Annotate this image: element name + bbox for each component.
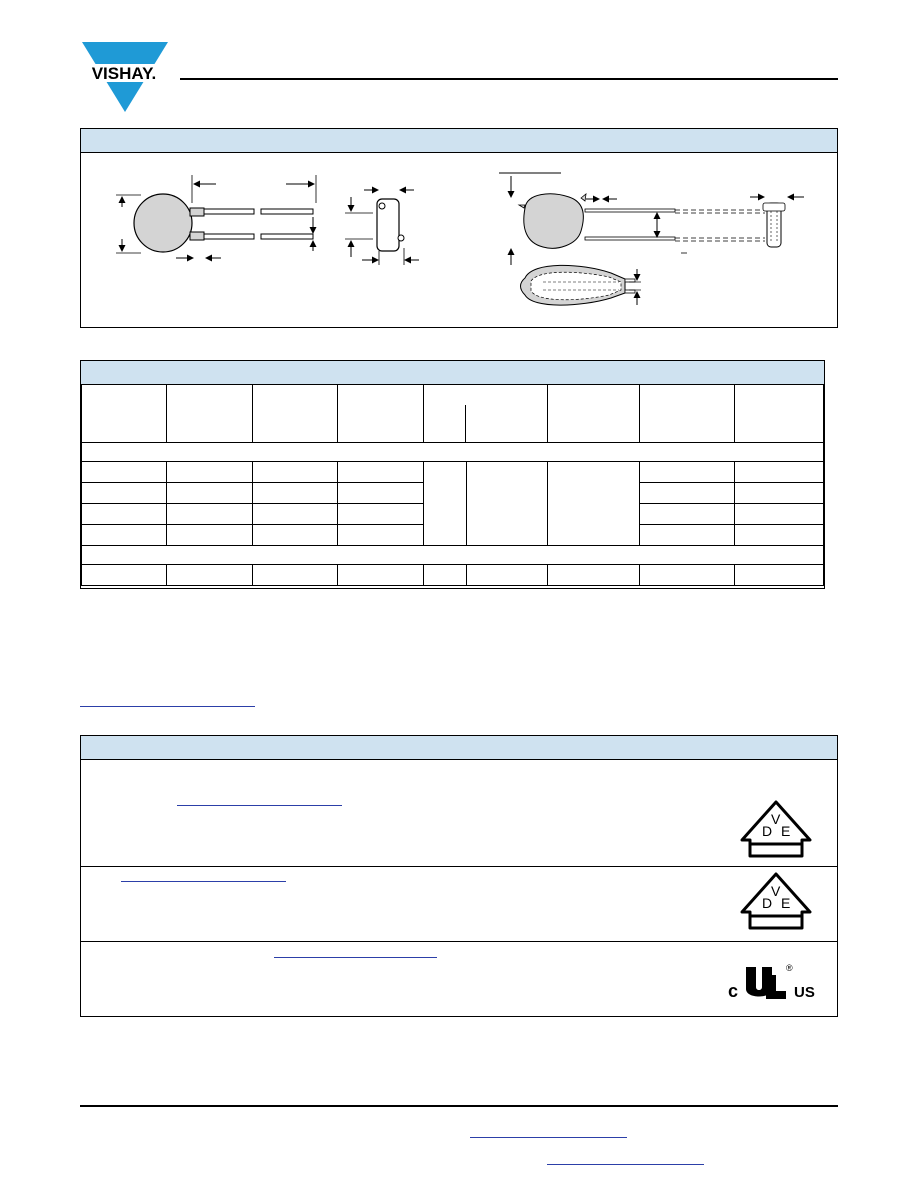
approvals-section [80,735,838,1017]
table-header-row [82,385,824,443]
approval-link[interactable] [274,957,437,958]
vde-letter-v: V [771,883,781,899]
vde-letter-d: D [762,823,773,839]
ratings-table [81,384,824,586]
table-row [82,565,824,586]
header-rule [180,78,838,80]
header-cell [547,385,640,443]
vde-letter-e: E [781,895,791,911]
header-cell [166,385,252,443]
ratings-table-section [80,360,825,589]
ratings-table-header-bar [81,361,824,385]
vde-mark-icon [738,872,814,930]
ul-prefix: c [728,981,739,1001]
dimensions-section-header [81,129,837,153]
vde-mark-icon [738,800,814,858]
vde-letter-e: E [781,823,791,839]
header-cell [82,385,167,443]
vde-letter-v: V [771,811,781,827]
front-view-drawing [116,175,316,258]
document-link[interactable] [80,706,255,707]
footer-link[interactable] [470,1137,627,1138]
elongated-body-drawing [521,265,642,305]
header-cell [466,385,547,443]
footer-link[interactable] [547,1164,704,1165]
vde-letter-d: D [762,895,773,911]
vishay-logo [78,40,170,114]
table-group-row [82,546,824,565]
dimension-drawing [81,153,837,327]
logo-text: VISHAY. [91,64,157,83]
approval-row-vde-1 [81,760,837,867]
cul-us-mark-icon [726,961,826,1001]
ul-registered: ® [786,963,793,973]
approval-link[interactable] [177,805,342,806]
side-view-drawing [345,190,419,265]
header-cell [338,385,424,443]
approval-link[interactable] [121,881,286,882]
header-cell [424,385,467,443]
header-cell [735,385,824,443]
dimensions-section [80,128,838,328]
ul-suffix: US [794,984,815,1001]
approval-row-vde-2 [81,866,837,942]
coated-view-drawing [499,173,804,265]
approval-row-ul [81,941,837,1017]
approvals-section-header [81,736,837,760]
table-row [82,462,824,483]
header-cell [252,385,338,443]
footer-rule [80,1105,838,1107]
table-group-row [82,443,824,462]
header-cell [640,385,735,443]
